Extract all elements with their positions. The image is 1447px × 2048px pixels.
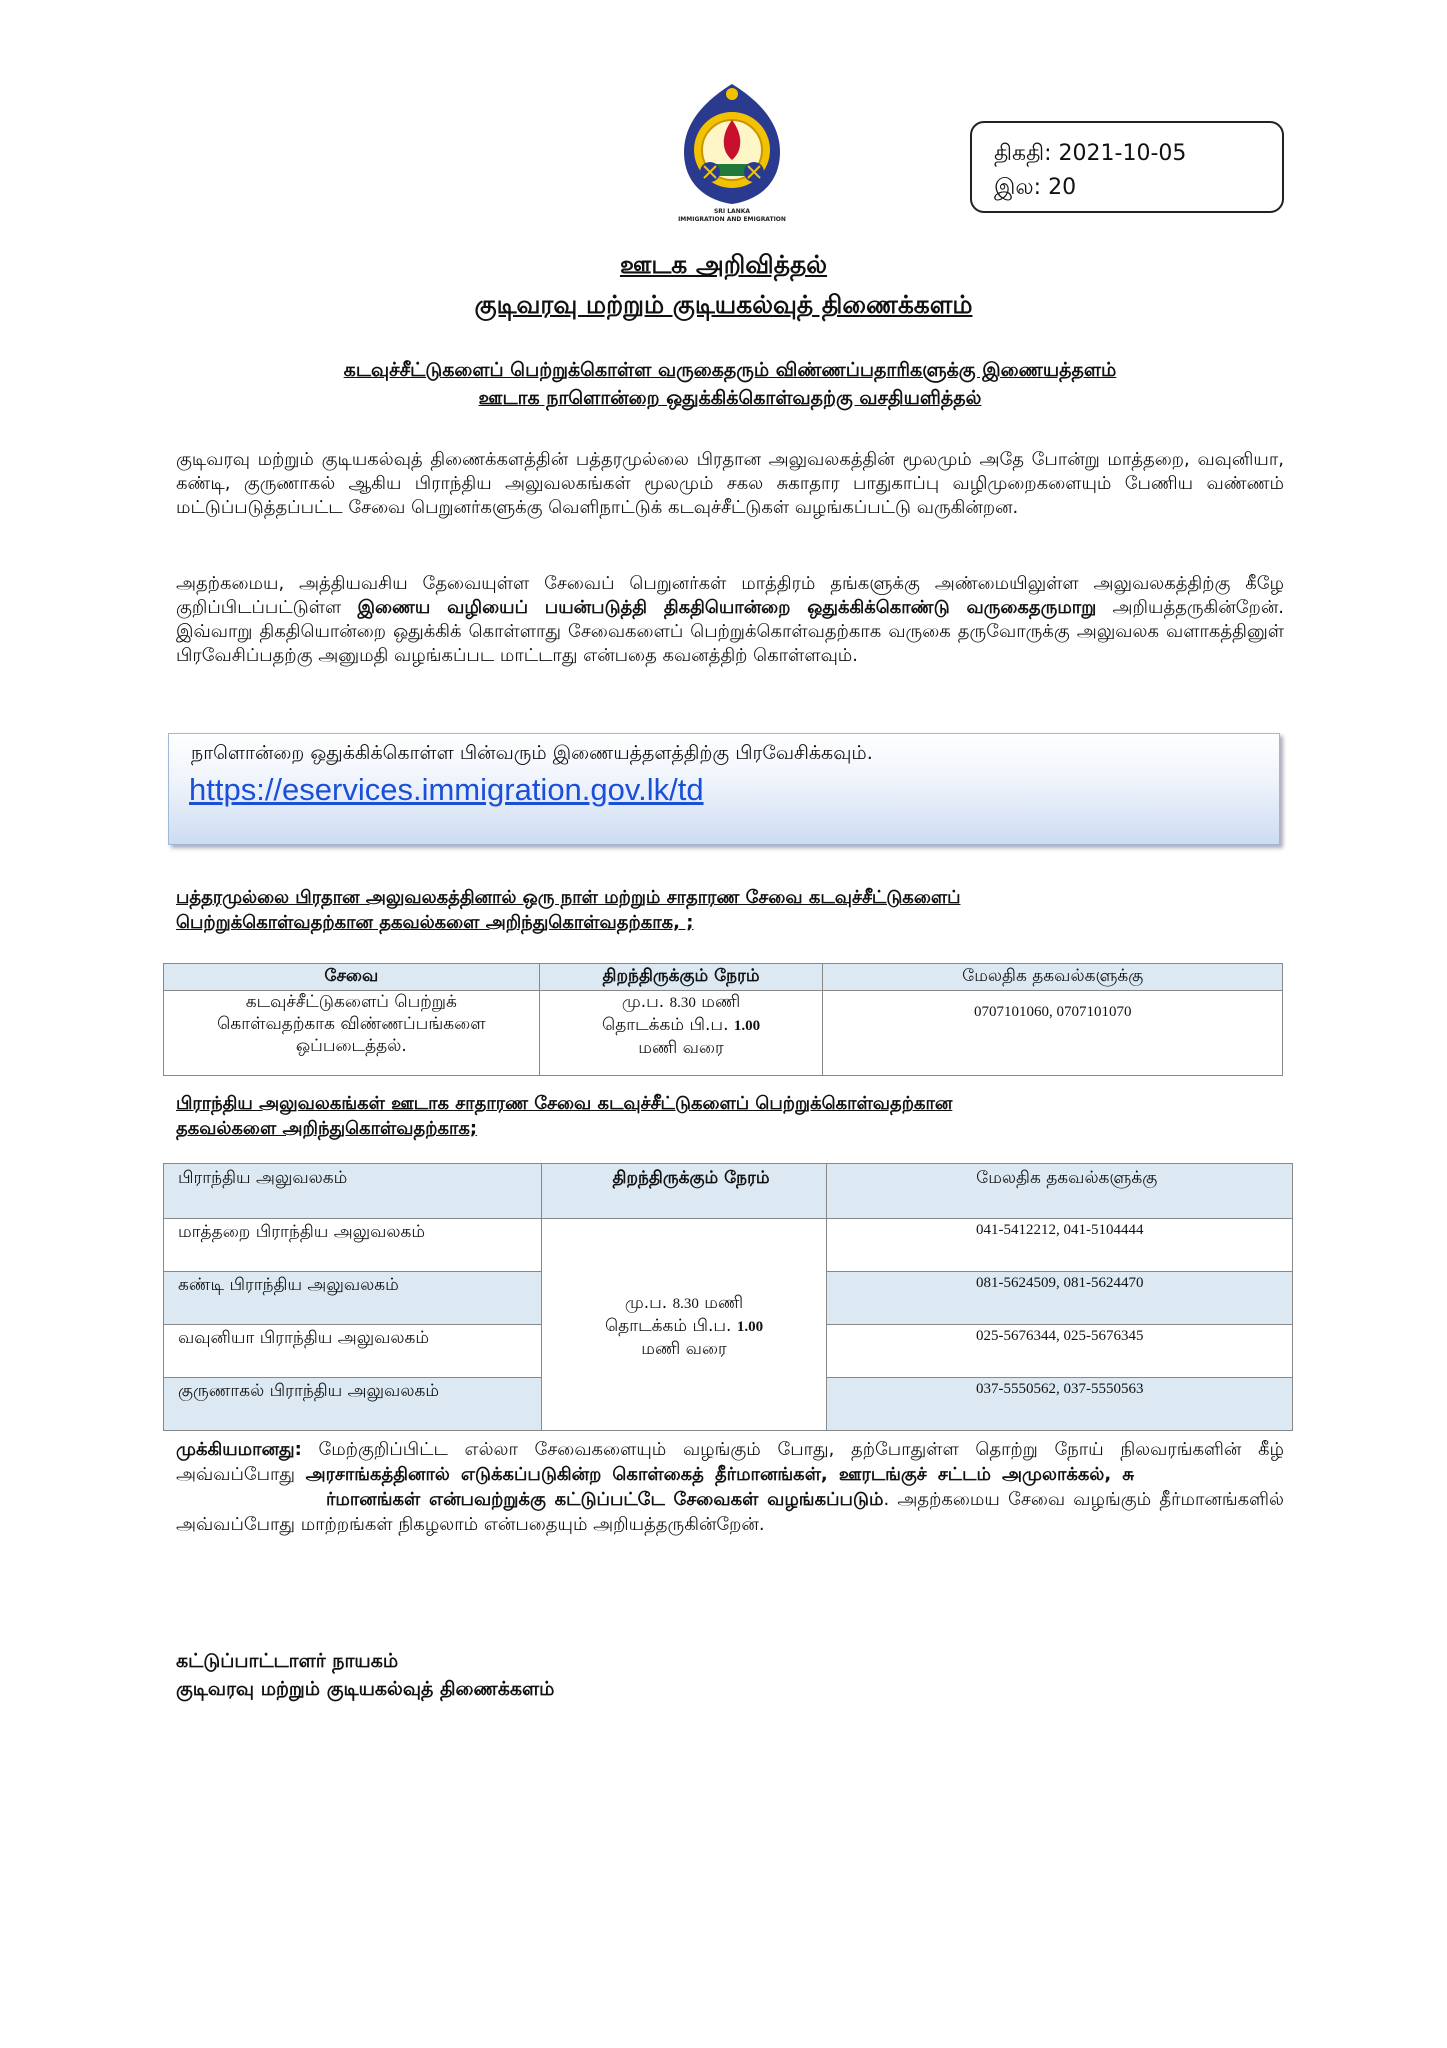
paragraph-instructions-part1: அதற்கமைய, அத்தியவசிய தேவையுள்ள சேவைப் பெறுனர்கள் மாத்திரம் தங்களுக்கு அண்மையிலுள்ள அலுவலகத்திற்கு கீழே குறிப்பிடப்பட்டுள்ள [176, 573, 1284, 618]
section1-title-line2: பெற்றுக்கொள்வதற்கான தகவல்களை அறிந்துகொள்வதற்காக, ; [176, 912, 694, 933]
regional-office-table [163, 1163, 1293, 1431]
service-line: கடவுச்சீட்டுகளைப் பெற்றுக் [245, 992, 457, 1012]
paragraph-instructions-part2: அறியத்தருகின்றேன். இவ்வாறு திகதியொன்றை ஒதுக்கிக் கொள்ளாது சேவைகளைப் பெற்றுக்கொள்வதற்காக வருகை தருவோருக்கு அலுவலக வளாகத்தினுள் பிரவேசிப்பதற்கு அனுமதி வழங்கப்பட மாட்டாது என்பதை கவனத்திற் கொள்ளவும். [176, 597, 1285, 666]
hours-number: 8.30 [669, 995, 696, 1011]
department-logo [676, 80, 788, 232]
header-service: சேவை [164, 964, 540, 991]
service-line: ஒப்படைத்தல். [295, 1036, 407, 1056]
phone-cell: 081-5624509, 081-5624470 [827, 1272, 1293, 1325]
header-regional-office: பிராந்திய அலுவலகம் [164, 1164, 542, 1219]
signature-title: கட்டுப்பாட்டாளர் நாயகம் [176, 1650, 399, 1672]
hours-text: மணி [698, 1293, 744, 1313]
note-bold-text: ர்மானங்கள் என்பவற்றுக்கு கட்டுப்பட்டே சேவைகள் வழங்கப்படும் [326, 1489, 884, 1510]
booking-website-link[interactable]: https://eservices.immigration.gov.lk/td [189, 772, 704, 807]
hours-cell [541, 1219, 827, 1431]
date-text: திகதி: 2021-10-05 [994, 141, 1187, 166]
hours-text: மணி வரை [638, 1038, 724, 1058]
hours-text: தொடக்கம் பி.ப. [601, 1015, 734, 1035]
note-label: முக்கியமானது: [176, 1439, 302, 1460]
header-more-info: மேலதிக தகவல்களுக்கு [823, 964, 1283, 991]
hours-cell [539, 991, 823, 1076]
department-title: குடிவரவு மற்றும் குடியகல்வுத் திணைக்களம் [474, 290, 973, 319]
phone-cell: 041-5412212, 041-5104444 [827, 1219, 1293, 1272]
office-name: வவுனியா பிராந்திய அலுவலகம் [164, 1325, 542, 1378]
office-name: கண்டி பிராந்திய அலுவலகம் [164, 1272, 542, 1325]
page-title: ஊடக அறிவித்தல் [619, 250, 828, 279]
subtitle-line1: கடவுச்சீட்டுகளைப் பெற்றுக்கொள்ள வருகைதரும் விண்ணப்பதாரிகளுக்கு இணையத்தளம் [343, 359, 1117, 381]
hours-number: 8.30 [672, 1296, 699, 1312]
header-opening-hours: திறந்திருக்கும் நேரம் [539, 964, 823, 991]
paragraph-instructions [176, 572, 1284, 668]
subtitle-line2: ஊடாக நாளொன்றை ஒதுக்கிக்கொள்வதற்கு வசதியளித்தல் [478, 387, 982, 409]
note-text: மேற்குறிப்பிட்ட எல்லா சேவைகளையும் வழங்கும் போது, தற்போதுள்ள தொற்று நோய் நிலவரங்களின் கீழ் அவ்வப்போது [176, 1439, 1284, 1485]
signature-department: குடிவரவு மற்றும் குடியகல்வுத் திணைக்களம் [176, 1678, 555, 1700]
hours-text: மணி வரை [641, 1339, 727, 1359]
reference-number: இல: 20 [994, 175, 1077, 200]
website-link-box [168, 733, 1280, 845]
date-reference-box [970, 121, 1284, 213]
table-header-row [164, 964, 1283, 991]
section1-title-line1: பத்தரமுல்லை பிரதான அலுவலகத்தினால் ஒரு நாள் மற்றும் சாதாரண சேவை கடவுச்சீட்டுகளைப் [176, 887, 961, 908]
service-cell [164, 991, 540, 1076]
hours-text: மு.ப. [624, 1293, 673, 1313]
hours-number: 1.00 [733, 1018, 761, 1034]
note-bold-text: அரசாங்கத்தினால் எடுக்கப்படுகின்ற கொள்கைத் தீர்மானங்கள், ஊரடங்குச் சட்டம் அமுலாக்கல், சு [305, 1464, 1134, 1485]
phone-cell: 0707101060, 0707101070 [823, 991, 1283, 1076]
table-row [164, 1219, 1293, 1272]
hours-text: மு.ப. [621, 992, 670, 1012]
logo-text-line1: SRI LANKA [713, 208, 751, 215]
logo-text-line2: IMMIGRATION AND EMIGRATION [678, 216, 786, 223]
paragraph-intro: குடிவரவு மற்றும் குடியகல்வுத் திணைக்களத்தின் பத்தரமுல்லை பிரதான அலுவலகத்தின் மூலமும் அதே போன்று மாத்தறை, வவுனியா, கண்டி, குருணாகல் ஆகிய பிராந்திய அலுவலகங்கள் மூலமும் சகல சுகாதார பாதுகாப்பு வழிமுறைகளையும் பேணிய வண்ணம் மட்டுப்படுத்தப்பட்ட சேவை பெறுனர்களுக்கு வெளிநாட்டுக் கடவுச்சீட்டுகள் வழங்கப்பட்டு வருகின்றன. [176, 449, 1284, 518]
header-opening-hours: திறந்திருக்கும் நேரம் [541, 1164, 827, 1219]
table-row [164, 991, 1283, 1076]
service-line: கொள்வதற்காக விண்ணப்பங்களை [217, 1014, 486, 1034]
phone-cell: 037-5550562, 037-5550563 [827, 1378, 1293, 1431]
header-more-info: மேலதிக தகவல்களுக்கு [827, 1164, 1293, 1219]
link-instruction-text: நாளொன்றை ஒதுக்கிக்கொள்ள பின்வரும் இணையத்தளத்திற்கு பிரவேசிக்கவும். [191, 742, 873, 764]
note-text: . அதற்கமைய சேவை வழங்கும் தீர்மானங்களில் அவ்வப்போது மாற்றங்கள் நிகழலாம் என்பதையும் அறியத்தருகின்றேன். [176, 1489, 1284, 1535]
hours-number: 1.00 [736, 1319, 764, 1335]
important-note [176, 1437, 1284, 1537]
office-name: மாத்தறை பிராந்திய அலுவலகம் [164, 1219, 542, 1272]
phone-cell: 025-5676344, 025-5676345 [827, 1325, 1293, 1378]
office-name: குருணாகல் பிராந்திய அலுவலகம் [164, 1378, 542, 1431]
hours-text: தொடக்கம் பி.ப. [604, 1316, 737, 1336]
section2-title-line2: தகவல்களை அறிந்துகொள்வதற்காக; [176, 1118, 478, 1139]
head-office-table [163, 963, 1283, 1076]
hours-text: மணி [695, 992, 741, 1012]
table-header-row [164, 1164, 1293, 1219]
paragraph-instructions-bold: இணைய வழியைப் பயன்படுத்தி திகதியொன்றை ஒதுக்கிக்கொண்டு வருகைதருமாறு [357, 597, 1097, 618]
section2-title-line1: பிராந்திய அலுவலகங்கள் ஊடாக சாதாரண சேவை கடவுச்சீட்டுகளைப் பெற்றுக்கொள்வதற்கான [176, 1093, 953, 1114]
